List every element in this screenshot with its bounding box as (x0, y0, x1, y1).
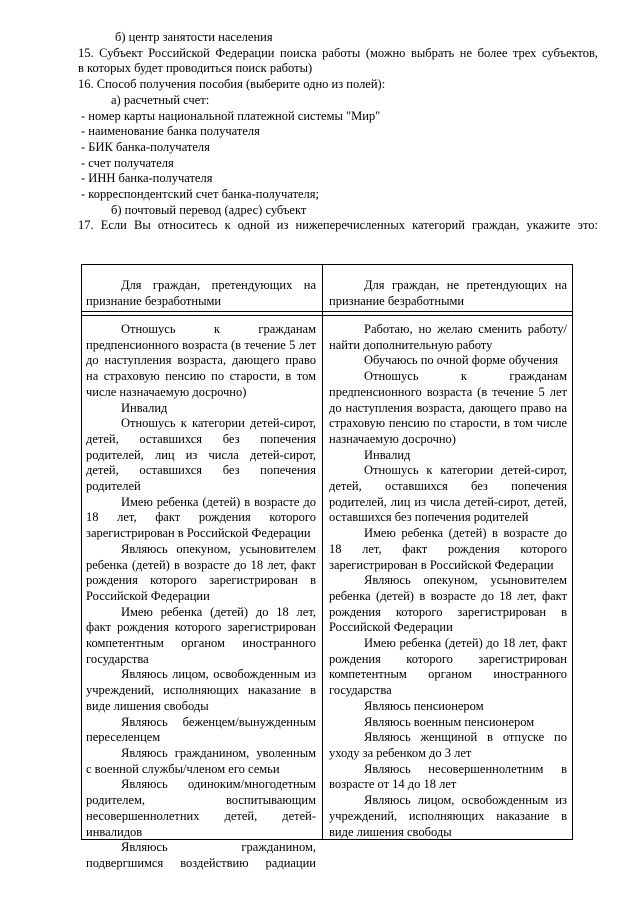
col2-item: Инвалид (364, 447, 411, 462)
col2-header: Для граждан, не претендующих на признание безработными (329, 278, 567, 308)
col1-item: Являюсь опекуном, усыновителем ребенка (детей) в возрасте до 18 лет, факт рождения которого зарегистрирован в Российской Федерации (86, 541, 316, 603)
col2-item: Имею ребенка (детей) в возрасте до 18 лет, факт рождения которого зарегистрирован в Российской Федерации (329, 526, 567, 572)
option-b-postal: б) почтовый перевод (адрес) субъект (111, 202, 307, 217)
col2-item: Имею ребенка (детей) до 18 лет, факт рождения которого зарегистрирован компетентным органом иностранного государства (329, 636, 567, 698)
form-intro (78, 30, 598, 234)
col2-item: Являюсь военным пенсионером (364, 714, 535, 729)
categories-table (81, 264, 573, 870)
col1-item: Являюсь гражданином, подвергшимся воздействию радиации (86, 840, 316, 870)
col1-list (86, 322, 316, 872)
sub-account: - счет получателя (81, 155, 174, 170)
sub-bik: - БИК банка-получателя (81, 139, 210, 154)
item-17: 17. Если Вы относитесь к одной из нижеперечисленных категорий граждан, укажите это: (78, 218, 598, 233)
col1-item: Имею ребенка (детей) до 18 лет, факт рождения которого зарегистрирован компетентным органом иностранного государства (86, 604, 316, 666)
item-15-line-2: в которых будет проводиться поиск работы) (78, 61, 313, 76)
col2-item: Обучаюсь по очной форме обучения (364, 353, 559, 368)
col2-item: Являюсь женщиной в отпуске по уходу за ребенком до 3 лет (329, 730, 567, 760)
col2-item: Отношусь к гражданам предпенсионного возраста (в течение 5 лет до наступления возраста, дающего право на страховую пенсию по старости, в том числе назначаемую досрочно) (329, 369, 567, 446)
item-16: 16. Способ получения пособия (выберите одно из полей): (78, 77, 386, 92)
col2-item: Работаю, но желаю сменить работу/найти дополнительную работу (329, 322, 567, 352)
col2-item: Являюсь пенсионером (364, 698, 484, 713)
sub-card-number: - номер карты национальной платежной системы "Мир" (81, 108, 381, 123)
col1-item: Являюсь лицом, освобожденным из учреждений, исполняющих наказание в виде лишения свободы (86, 667, 316, 713)
col2-item: Являюсь несовершеннолетним в возрасте от 14 до 18 лет (329, 761, 567, 792)
sub-inn: - ИНН банка-получателя (81, 171, 213, 186)
col1-item: Являюсь гражданином, уволенным с военной службы/членом его семьи (86, 745, 316, 776)
col1-item: Имею ребенка (детей) в возрасте до 18 лет, факт рождения которого зарегистрирован в Российской Федерации (86, 494, 316, 541)
col2-item: Отношусь к категории детей-сирот, детей, оставшихся без попечения родителей, лиц из числа детей-сирот, детей, оставшихся без попечения родителей (329, 463, 567, 525)
column-divider (322, 265, 323, 839)
sub-corr-account: - корреспондентский счет банка-получателя; (81, 187, 320, 202)
sub-bank-name: - наименование банка получателя (81, 124, 260, 139)
col1-item: Являюсь одиноким/многодетным родителем, воспитывающим несовершеннолетних детей, детей-инвалидов (86, 777, 316, 839)
col1-item: Отношусь к категории детей-сирот, детей, оставшихся без попечения родителей, лиц из числа детей-сирот, детей, оставшихся без попечения родителей (86, 416, 316, 494)
item-15-line-1: 15. Субъект Российской Федерации поиска работы (можно выбрать не более трех субъектов, (78, 45, 598, 60)
col2-item: Являюсь опекуном, усыновителем ребенка (детей) в возрасте до 18 лет, факт рождения которого зарегистрирован в Российской Федерации (329, 573, 567, 635)
col2-list (329, 322, 567, 840)
col1-item: Являюсь беженцем/вынужденным переселенцем (86, 714, 316, 745)
header-rule-top (82, 311, 572, 312)
col2-item: Являюсь лицом, освобожденным из учреждений, исполняющих наказание в виде лишения свободы (329, 793, 567, 839)
employment-center-option: б) центр занятости населения (115, 30, 273, 44)
col1-item: Инвалид (121, 400, 168, 415)
col1-item: Отношусь к гражданам предпенсионного возраста (в течение 5 лет до наступления возраста, дающего право на страховую пенсию по старости, в том числе назначаемую досрочно) (86, 322, 316, 399)
header-rule-bottom (82, 315, 572, 316)
col1-header: Для граждан, претендующих на признание безработными (86, 278, 316, 308)
option-a-account: а) расчетный счет: (111, 92, 210, 107)
